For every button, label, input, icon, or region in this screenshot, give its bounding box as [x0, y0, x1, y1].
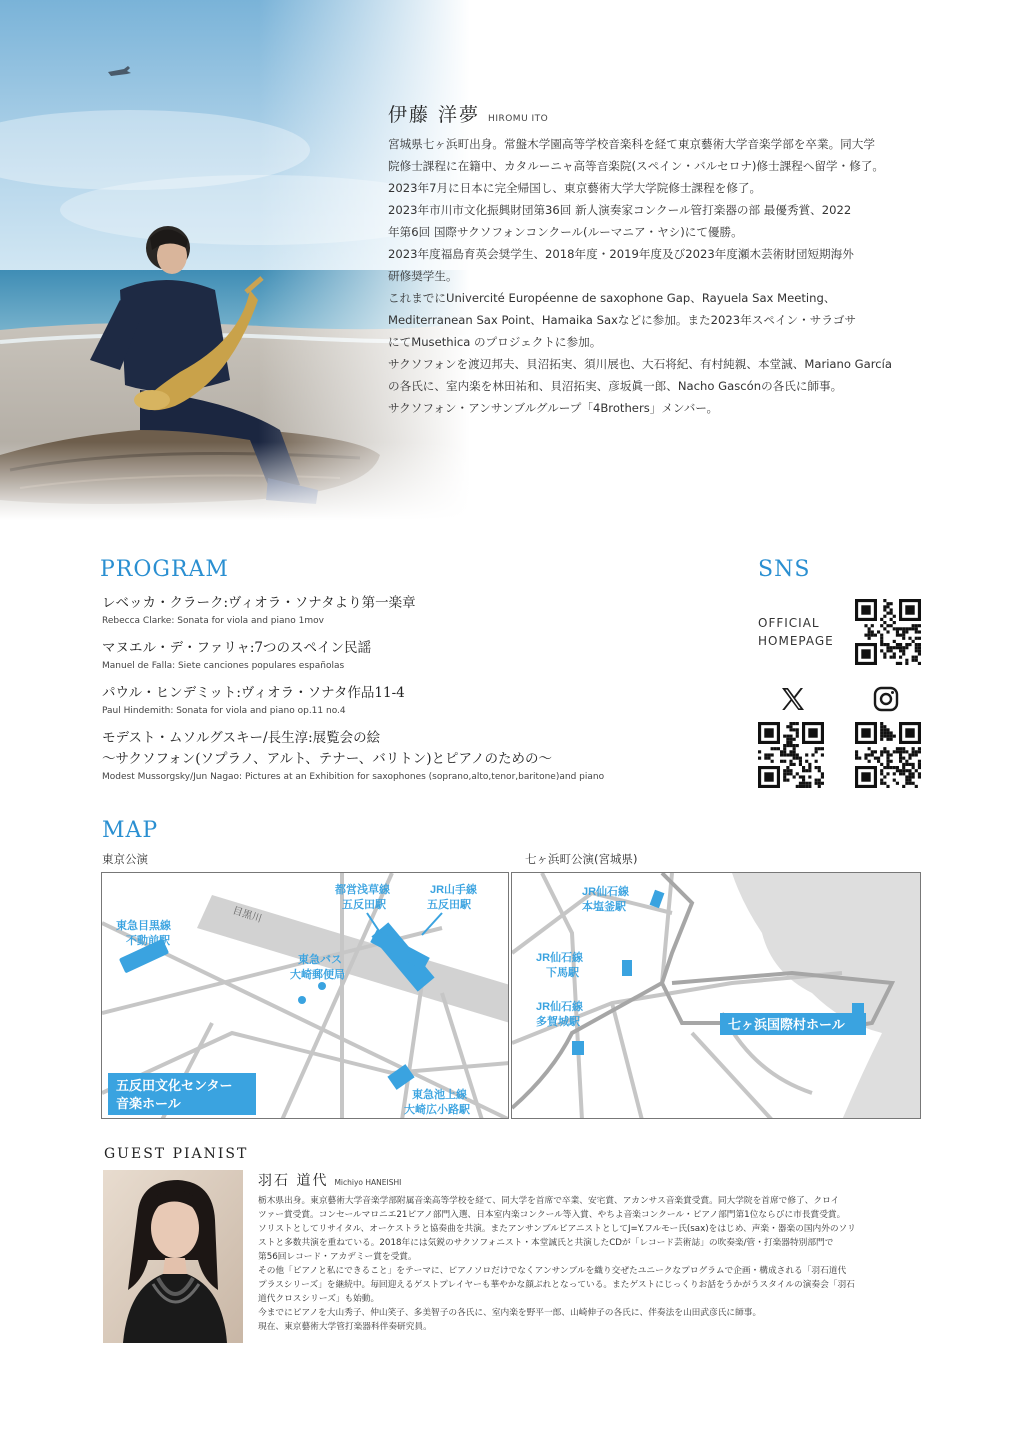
official-line1: OFFICIAL: [758, 616, 820, 630]
hon-shiogama-label-1: JR仙石線: [582, 886, 630, 898]
bio-line: Mediterranean Sax Point、Hamaika Saxなどに参加。また2023年スペイン・サラゴサ: [388, 313, 857, 327]
guest-pianist-heading: GUEST PIANIST: [104, 1146, 249, 1162]
bio-line: 2023年7月に日本に完全帰国し、東京藝術大学大学院修士課程を修了。: [388, 181, 762, 195]
ikegami-line-label-1: 東急池上線: [412, 1089, 467, 1101]
artist-name-jp: 伊藤 洋夢: [388, 104, 481, 126]
yamanote-line-label-2: 五反田駅: [427, 899, 471, 911]
bio-line: サクソフォンを渡辺邦夫、貝沼拓実、須川展也、大石将紀、有村純親、本堂誠、Mariano García: [388, 357, 892, 371]
guest-bio-line: 現在、東京藝術大学管打楽器科伴奏研究員。: [258, 1322, 432, 1332]
bus-stop-dot: [298, 996, 306, 1004]
guest-bio-line: ストと多数共演を重ねている。2018年には気鋭のサクソフォニスト・本堂誠氏と共演したCDが「レコード芸術誌」の吹奏楽/管・打楽器特別部門で: [258, 1238, 834, 1248]
river-label: 目黒川: [231, 905, 264, 926]
guest-bio-line: 第56回レコード・アカデミー賞を受賞。: [258, 1252, 417, 1262]
bio-line: 2023年度福島育英会奨学生、2018年度・2019年度及び2023年度瀬木芸術財団短期海外: [388, 247, 854, 261]
geba-station-marker: [622, 960, 632, 976]
artist-bio-text: [388, 133, 988, 419]
program-list: [102, 593, 722, 794]
x-qr-code[interactable]: [758, 722, 824, 788]
guest-pianist-bio: [258, 1170, 958, 1334]
tokyo-map[interactable]: [101, 872, 509, 1119]
program-item: [102, 728, 722, 784]
instagram-qr-code[interactable]: [855, 722, 921, 788]
instagram-icon: [871, 684, 901, 714]
guest-bio-line: プラスシリーズ」を継続中。毎回迎えるゲストプレイヤーも華やかな顔ぶれとなっている。またゲストにじっくりお話をうかがうスタイルの演奏会「羽石: [258, 1280, 855, 1290]
bio-line: の各氏に、室内楽を林田祐和、貝沼拓実、彦坂眞一郎、Nacho Gascónの各氏に師事。: [388, 379, 843, 393]
homepage-qr-code[interactable]: [855, 599, 921, 665]
program-title-jp: パウル・ヒンデミット:ヴィオラ・ソナタ作品11-4: [102, 685, 405, 701]
tagajo-label-2: 多賀城駅: [536, 1016, 580, 1028]
venue-label-2: 音楽ホール: [116, 1096, 181, 1111]
bio-line: 年第6回 国際サクソフォンコンクール(ルーマニア・ヤシ)にて優勝。: [388, 225, 743, 239]
bio-line: 宮城県七ヶ浜町出身。常盤木学園高等学校音楽科を経て東京藝術大学音楽学部を卒業。同大学: [388, 137, 875, 151]
guest-pianist-photo: [103, 1170, 243, 1343]
meguro-line-label-1: 東急目黒線: [116, 920, 171, 932]
sns-heading: SNS: [758, 557, 811, 582]
program-title-en: Rebecca Clarke: Sonata for viola and piano 1mov: [102, 616, 324, 626]
tagajo-label-1: JR仙石線: [536, 1001, 584, 1013]
artist-bio: [388, 100, 988, 419]
hon-shiogama-label-2: 本塩釜駅: [582, 901, 626, 913]
guest-bio-line: その他「ピアノと私にできること」をテーマに、ピアノソロだけでなくアンサンブルを織り交ぜたユニークなプログラムで企画・構成される「羽石道代: [258, 1266, 847, 1276]
guest-bio-line: ツァー賞受賞。コンセールマロニエ21ピアノ部門入選、日本室内楽コンクール等入賞、やちよ音楽コンクール・ピアノ部門第1位ならびに市長賞受賞。: [258, 1210, 846, 1220]
program-item: [102, 638, 722, 673]
guest-name-jp: 羽石 道代: [258, 1173, 329, 1189]
bus-stop-dot: [318, 982, 326, 990]
geba-label-2: 下馬駅: [546, 967, 579, 979]
program-title-en: Modest Mussorgsky/Jun Nagao: Pictures at an Exhibition for saxophones (soprano,alto,tenor,baritone)and piano: [102, 772, 605, 782]
program-title-jp: モデスト・ムソルグスキー/長生淳:展覧会の絵: [102, 730, 381, 746]
official-line2: HOMEPAGE: [758, 634, 834, 648]
shichigahama-map-label: 七ヶ浜町公演(宮城県): [525, 852, 638, 866]
tokyo-map-label: 東京公演: [102, 852, 148, 866]
tagajo-station-marker: [572, 1041, 584, 1055]
bus-label-1: 東急バス: [298, 954, 342, 966]
guest-bio-line: 道代クロスシリーズ」も始動。: [258, 1294, 380, 1304]
official-homepage-label: [758, 614, 834, 650]
guest-bio-line: ソリストとしてリサイタル、オーケストラと協奏曲を共演。またアンサンブルピアニストとしてJ=Y.フルモー氏(sax)をはじめ、声楽・器楽の国内外のソリ: [258, 1224, 856, 1234]
program-heading: PROGRAM: [100, 557, 229, 582]
program-title-en: Manuel de Falla: Siete canciones populares españolas: [102, 661, 345, 671]
bio-line: 研修奨学生。: [388, 269, 458, 283]
venue-location-marker: [852, 1003, 864, 1015]
bio-line: 2023年市川市文化振興財団第36回 新人演奏家コンクール管打楽器の部 最優秀賞、2022: [388, 203, 852, 217]
artist-name-row: [388, 100, 988, 127]
bio-line: にてMusethica のプロジェクトに参加。: [388, 335, 602, 349]
artist-name-en: HIROMU ITO: [488, 114, 549, 124]
meguro-line-label-2: 不動前駅: [126, 935, 170, 947]
ikegami-line-label-2: 大崎広小路駅: [404, 1104, 470, 1116]
program-title-en: Paul Hindemith: Sonata for viola and piano op.11 no.4: [102, 706, 346, 716]
geba-label-1: JR仙石線: [536, 952, 584, 964]
shichigahama-map[interactable]: [511, 872, 921, 1119]
yamanote-line-label-1: JR山手線: [430, 884, 478, 896]
bio-line: 院修士課程に在籍中、カタルーニャ高等音楽院(スペイン・バルセロナ)修士課程へ留学・修了。: [388, 159, 884, 173]
program-subtitle-jp: 〜サクソフォン(ソプラノ、アルト、テナー、バリトン)とピアノのための〜: [102, 751, 552, 767]
hon-shiogama-station-marker: [650, 890, 665, 908]
program-item: [102, 683, 722, 718]
guest-bio-text: [258, 1194, 958, 1334]
program-title-jp: マヌエル・デ・ファリャ:7つのスペイン民謡: [102, 640, 371, 656]
bus-label-2: 大崎郵便局: [290, 969, 345, 981]
program-title-jp: レベッカ・クラーク:ヴィオラ・ソナタより第一楽章: [102, 595, 416, 611]
program-item: [102, 593, 722, 628]
venue-label: 七ヶ浜国際村ホール: [728, 1017, 845, 1032]
venue-label-1: 五反田文化センター: [116, 1078, 233, 1093]
asakusa-line-label-1: 都営浅草線: [335, 884, 390, 896]
guest-bio-line: 今までにピアノを大山秀子、仲山笑子、多美智子の各氏に、室内楽を野平一郎、山崎伸子の各氏に、伴奏法を山田武彦氏に師事。: [258, 1308, 762, 1318]
x-logo-icon: [778, 684, 808, 714]
asakusa-line-label-2: 五反田駅: [342, 899, 386, 911]
bio-line: サクソフォン・アンサンブルグループ「4Brothers」メンバー。: [388, 401, 719, 415]
guest-name-en: Michiyo HANEISHI: [334, 1178, 402, 1187]
map-heading: MAP: [102, 818, 159, 843]
guest-name-row: [258, 1170, 958, 1190]
bio-line: これまでにUnivercité Européenne de saxophone Gap、Rayuela Sax Meeting、: [388, 291, 836, 305]
guest-bio-line: 栃木県出身。東京藝術大学音楽学部附属音楽高等学校を経て、同大学を首席で卒業、安宅賞、アカンサス音楽賞受賞。同大学院を首席で修了、クロイ: [258, 1196, 840, 1206]
